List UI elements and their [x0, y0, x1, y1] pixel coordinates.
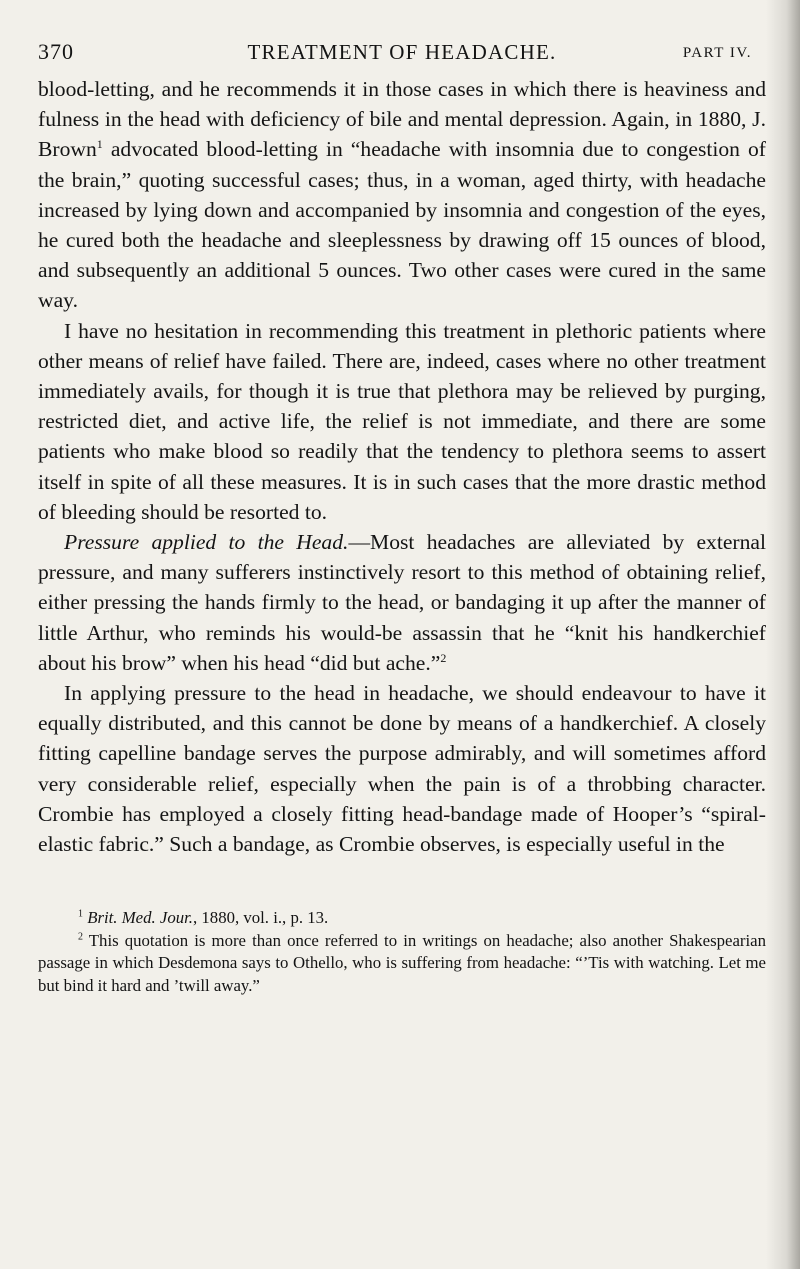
page-edge-shadow — [766, 0, 800, 1269]
footnotes — [38, 907, 766, 997]
running-header — [38, 30, 766, 74]
paragraph-text: —Most headaches are alleviated by external pressure, and many sufferers instinctively resort to this method of obtaining relief, either pressing the hands firmly to the head, or bandaging it up after the manner of little Arthur, who reminds his would-be assassin that he “knit his handkerchief about his brow” when his head “did but ache.” — [38, 530, 766, 675]
footnote-citation: , 1880, vol. i., p. 13. — [193, 908, 329, 928]
paragraph-text: I have no hesitation in recommending this treatment in plethoric patients where other means of relief have failed. There are, indeed, cases where no other treatment immediately avails, for though it is true that plethora may be relieved by purging, restricted diet, and active life, the relief is not immediate, and there are some patients who make blood so readily that the tendency to plethora seems to assert itself in spite of all these measures. It is in such cases that the more drastic method of bleeding should be resorted to. — [38, 318, 766, 524]
paragraph-bandage — [38, 678, 766, 859]
footnote-marker: 2 — [78, 931, 83, 943]
footnote-reference[interactable]: 2 — [440, 650, 447, 665]
paragraph-pressure — [38, 527, 766, 678]
footnote-1 — [38, 907, 766, 930]
footnote-reference[interactable]: 1 — [96, 137, 103, 152]
paragraph-blood-letting-continued — [38, 74, 766, 316]
part-label: PART IV. — [682, 45, 752, 61]
running-title: TREATMENT OF HEADACHE. — [247, 40, 557, 64]
book-page — [38, 30, 766, 997]
footnote-2 — [38, 930, 766, 998]
section-heading: Pressure applied to the Head. — [64, 530, 349, 555]
footnote-marker: 1 — [78, 908, 83, 920]
paragraph-text: In applying pressure to the head in headache, we should endeavour to have it equally distributed, and this cannot be done by means of a handkerchief. A closely fitting capelline bandage serves the purpose admirably, and will sometimes afford very considerable relief, especially when the pain is of a throbbing character. Crombie has employed a closely fitting head-bandage made of Hooper’s “spiral-elastic fabric.” Such a bandage, as Crombie observes, is especially useful in the — [38, 681, 766, 857]
footnote-text: This quotation is more than once referred to in writings on headache; also another Shakespearian passage in which Desdemona says to Othello, who is suffering from headache: “’Tis with watching. Let me but bind it hard and ’twill away.” — [38, 930, 766, 995]
footnote-journal: Brit. Med. Jour. — [87, 908, 194, 928]
body-text — [38, 74, 766, 859]
page-number: 370 — [38, 39, 74, 64]
paragraph-text: blood-letting, and he recommends it in those cases in which there is heaviness and fulness in the head with deficiency of bile and mental depression. Again, in 1880, J. Brown — [38, 77, 766, 162]
paragraph-recommendation — [38, 316, 766, 527]
paragraph-text: advocated blood-letting in “headache with insomnia due to congestion of the brain,” quoting successful cases; thus, in a woman, aged thirty, with headache increased by lying down and accompanied by insomnia and congestion of the eyes, he cured both the headache and sleeplessness by drawing off 15 ounces of blood, and subsequently an additional 5 ounces. Two other cases were cured in the same way. — [38, 137, 766, 313]
